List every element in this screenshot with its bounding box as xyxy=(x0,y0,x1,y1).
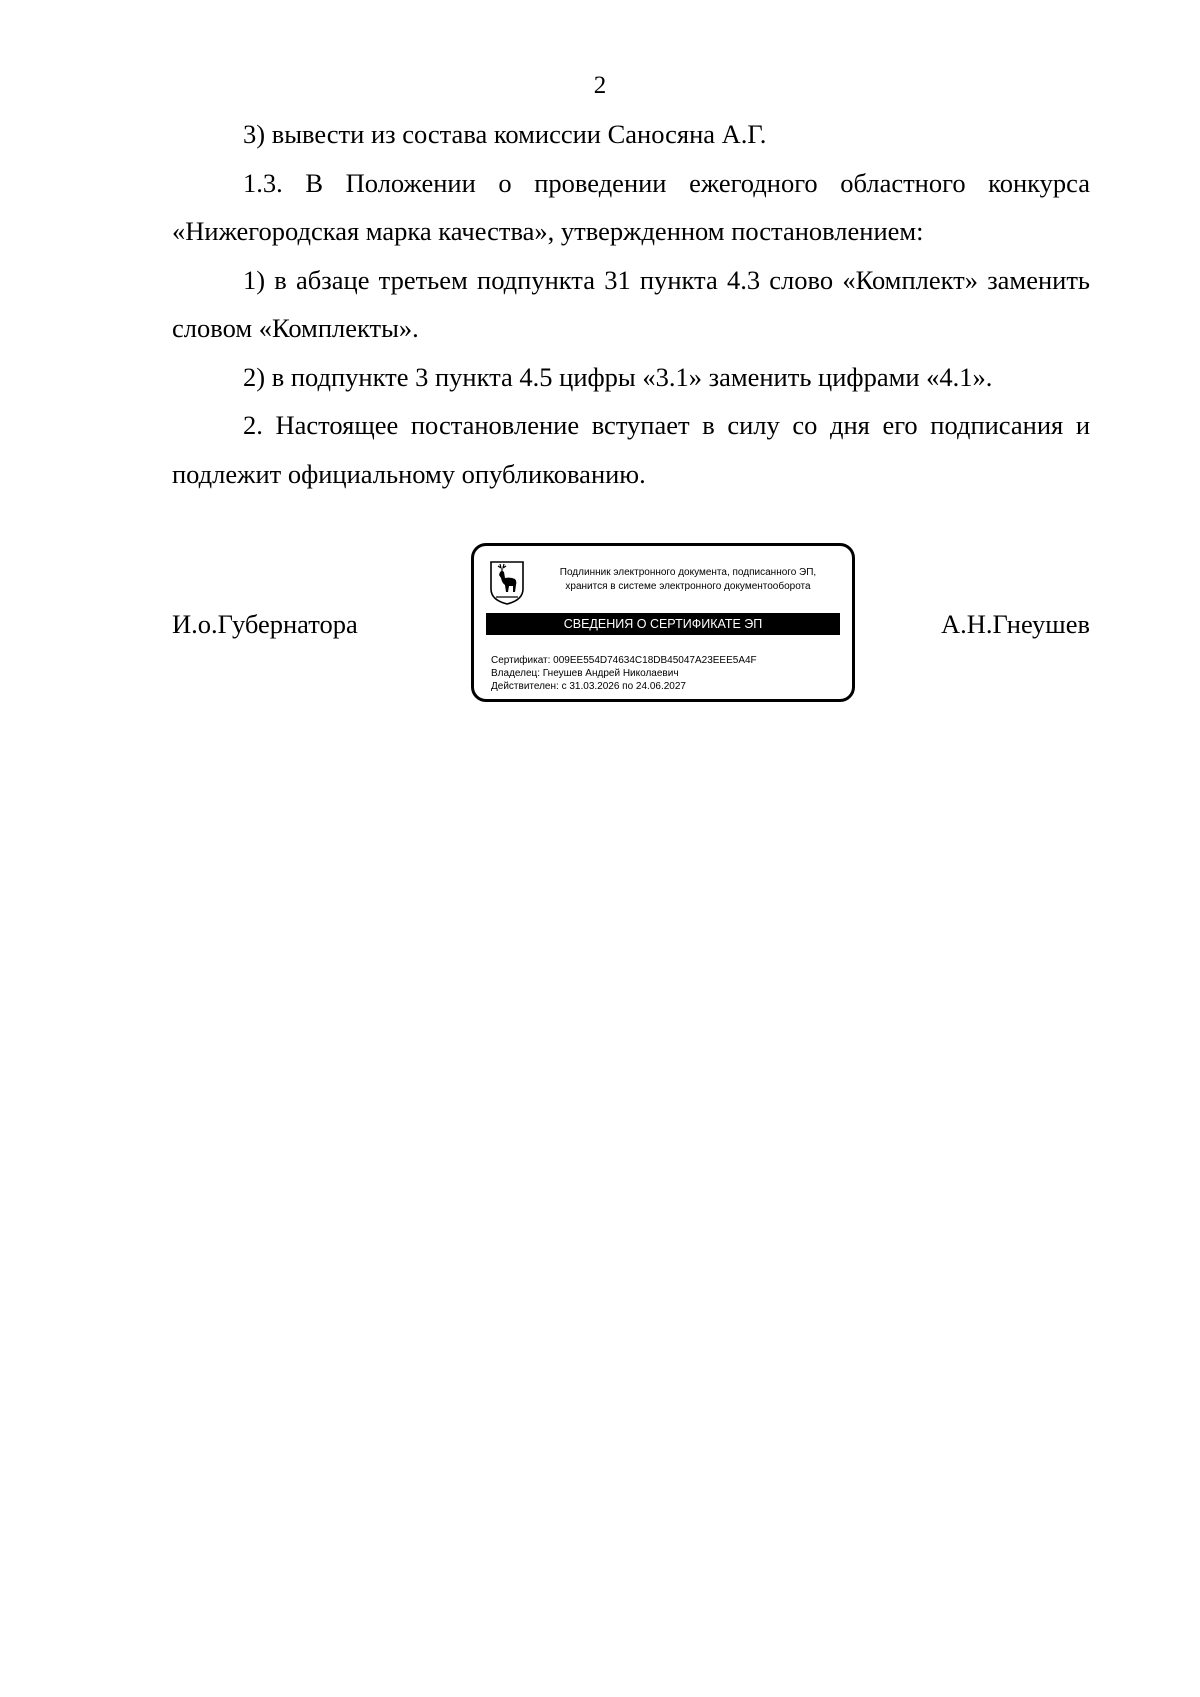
page-number: 2 xyxy=(593,72,607,99)
stamp-header xyxy=(534,566,842,594)
stamp-header-line-1: Подлинник электронного документа, подписанного ЭП, xyxy=(559,567,817,578)
signer-title: И.о.Губернатора xyxy=(172,609,358,639)
document-body xyxy=(172,110,1090,498)
electronic-signature-stamp xyxy=(471,543,855,702)
paragraph-effective-date: 2. Настоящее постановление вступает в силу со дня его подписания и подлежит официальному опубликованию. xyxy=(172,410,1090,489)
signer-name: А.Н.Гнеушев xyxy=(940,609,1090,639)
deer-coat-of-arms-icon xyxy=(488,559,526,606)
certificate-details xyxy=(491,654,757,693)
certificate-number: Сертификат: 009EE554D74634C18DB45047A23EEE5A4F xyxy=(491,655,757,666)
paragraph-item-2: 2) в подпункте 3 пункта 4.5 цифры «3.1» заменить цифрами «4.1». xyxy=(243,361,993,392)
signature-block xyxy=(0,543,1200,708)
paragraph-item-1: 1) в абзаце третьем подпункта 31 пункта 4.3 слово «Комплект» заменить словом «Комплекты». xyxy=(172,264,1090,343)
certificate-info-bar: СВЕДЕНИЯ О СЕРТИФИКАТЕ ЭП xyxy=(486,613,840,635)
certificate-validity: Действителен: с 31.03.2026 по 24.06.2027 xyxy=(491,681,686,692)
certificate-owner: Владелец: Гнеушев Андрей Николаевич xyxy=(491,668,679,679)
stamp-header-line-2: хранится в системе электронного документооборота xyxy=(565,581,811,592)
paragraph-remove-commission-member: 3) вывести из состава комиссии Саносяна А.Г. xyxy=(243,119,767,149)
paragraph-section-1-3: 1.3. В Положении о проведении ежегодного областного конкурса «Нижегородская марка качества», утвержденном постановлением: xyxy=(172,167,1090,246)
